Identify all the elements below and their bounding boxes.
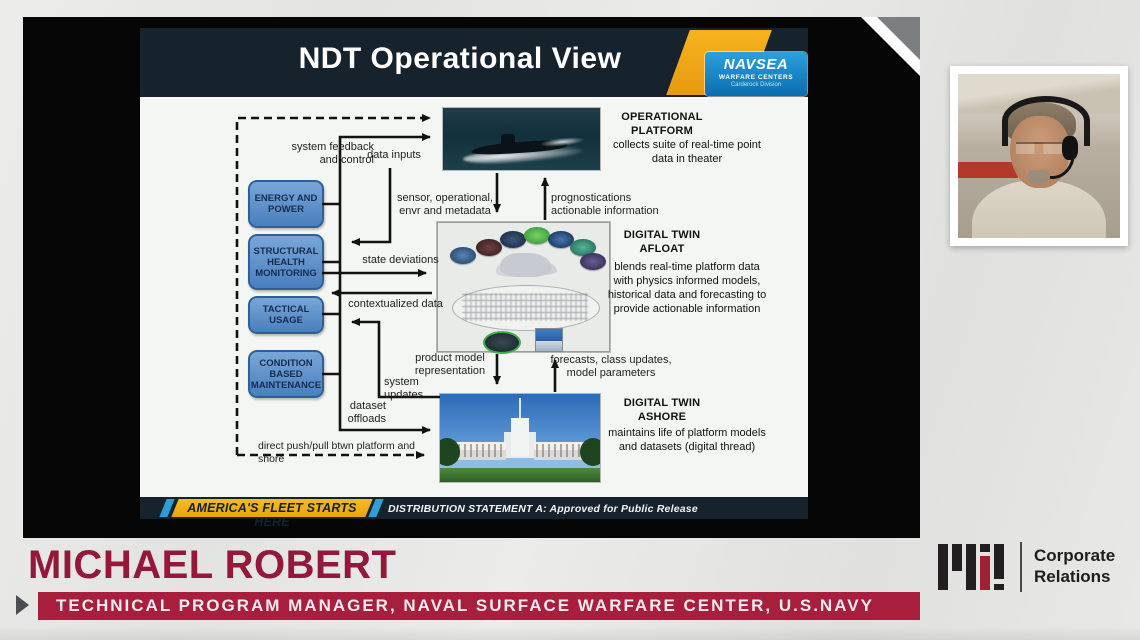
navsea-wordmark: NAVSEA — [723, 56, 789, 73]
logo-divider — [1020, 542, 1022, 592]
headset-mic-icon — [1050, 150, 1075, 179]
navsea-logo — [705, 52, 807, 96]
building-tower — [511, 418, 529, 456]
speaker-title: TECHNICAL PROGRAM MANAGER, NAVAL SURFACE WARFARE CENTER, U.S.NAVY — [56, 596, 874, 615]
label-system-feedback: system feedback and control — [291, 141, 374, 166]
label-prognostications: prognostications actionable information — [551, 192, 659, 217]
corporate-relations-label: Corporate Relations — [1034, 546, 1116, 586]
submarine-photo — [443, 108, 600, 170]
label-product-model: product model representation — [414, 352, 486, 377]
tree — [580, 438, 600, 466]
model-oval-icon — [500, 231, 526, 248]
lawn — [440, 468, 600, 482]
submarine-sail — [501, 134, 515, 145]
navsea-division-label: Carderock Division — [730, 82, 782, 88]
label-dataset-offloads: dataset offloads — [347, 400, 386, 425]
speaker-goatee — [1028, 170, 1050, 184]
node-operational-platform-title: OPERATIONAL PLATFORM — [621, 111, 703, 137]
node-digital-twin-ashore-desc: maintains life of platform models and datasets (digital thread) — [608, 427, 766, 453]
process-fine-text — [462, 293, 588, 321]
node-digital-twin-afloat-desc: blends real-time platform data with physics informed models, historical data and forecasting to provide actionable information — [607, 261, 767, 315]
model-oval-icon — [524, 227, 550, 244]
digital-twin-graphic — [437, 222, 610, 352]
speaker-shirt — [972, 180, 1106, 238]
speaker-name: MICHAEL ROBERT — [28, 543, 397, 587]
model-oval-icon — [450, 247, 476, 264]
shore-facility-photo — [440, 394, 600, 482]
label-sensor-metadata: sensor, operational, envr and metadata — [396, 192, 493, 217]
label-state-deviations: state deviations — [362, 254, 439, 266]
label-contextualized-data: contextualized data — [348, 298, 443, 310]
model-oval-icon — [580, 253, 606, 270]
label-push-pull: direct push/pull btwn platform and shore — [258, 440, 416, 465]
tree — [440, 438, 460, 466]
label-forecasts: forecasts, class updates, model parameters — [550, 354, 672, 379]
mit-logo — [938, 544, 1006, 590]
box-structural-health-monitoring: STRUCTURAL HEALTH MONITORING — [248, 234, 324, 290]
box-condition-based-maintenance: CONDITION BASED MAINTENANCE — [248, 350, 324, 398]
node-operational-platform-desc: collects suite of real-time point data in theater — [613, 139, 761, 165]
model-oval-icon — [476, 239, 502, 256]
cloud-icon — [500, 253, 552, 277]
headset-band-icon — [1002, 96, 1090, 146]
speaker-title-bar — [38, 592, 920, 620]
fleet-tagline: AMERICA'S FLEET STARTS HERE — [187, 501, 357, 529]
node-digital-twin-afloat-title: DIGITAL TWIN AFLOAT — [623, 229, 701, 255]
label-system-updates: system updates — [384, 376, 424, 401]
slide-title: NDT Operational View — [298, 42, 622, 75]
box-tactical-usage: TACTICAL USAGE — [248, 296, 324, 334]
node-digital-twin-ashore-title: DIGITAL TWIN ASHORE — [623, 397, 701, 423]
box-energy-and-power: ENERGY AND POWER — [248, 180, 324, 228]
pointer-triangle-icon — [16, 595, 29, 615]
inset-screenshot — [536, 329, 562, 351]
platform-oval-icon — [483, 331, 521, 354]
distribution-statement: DISTRIBUTION STATEMENT A: Approved for Public Release — [388, 503, 698, 515]
webcam-window — [950, 66, 1128, 246]
navsea-warfare-centers-label: WARFARE CENTERS — [718, 74, 794, 81]
room-red-shelf — [958, 162, 1018, 178]
label-data-inputs: data inputs — [367, 149, 421, 161]
webcam-video — [958, 74, 1120, 238]
